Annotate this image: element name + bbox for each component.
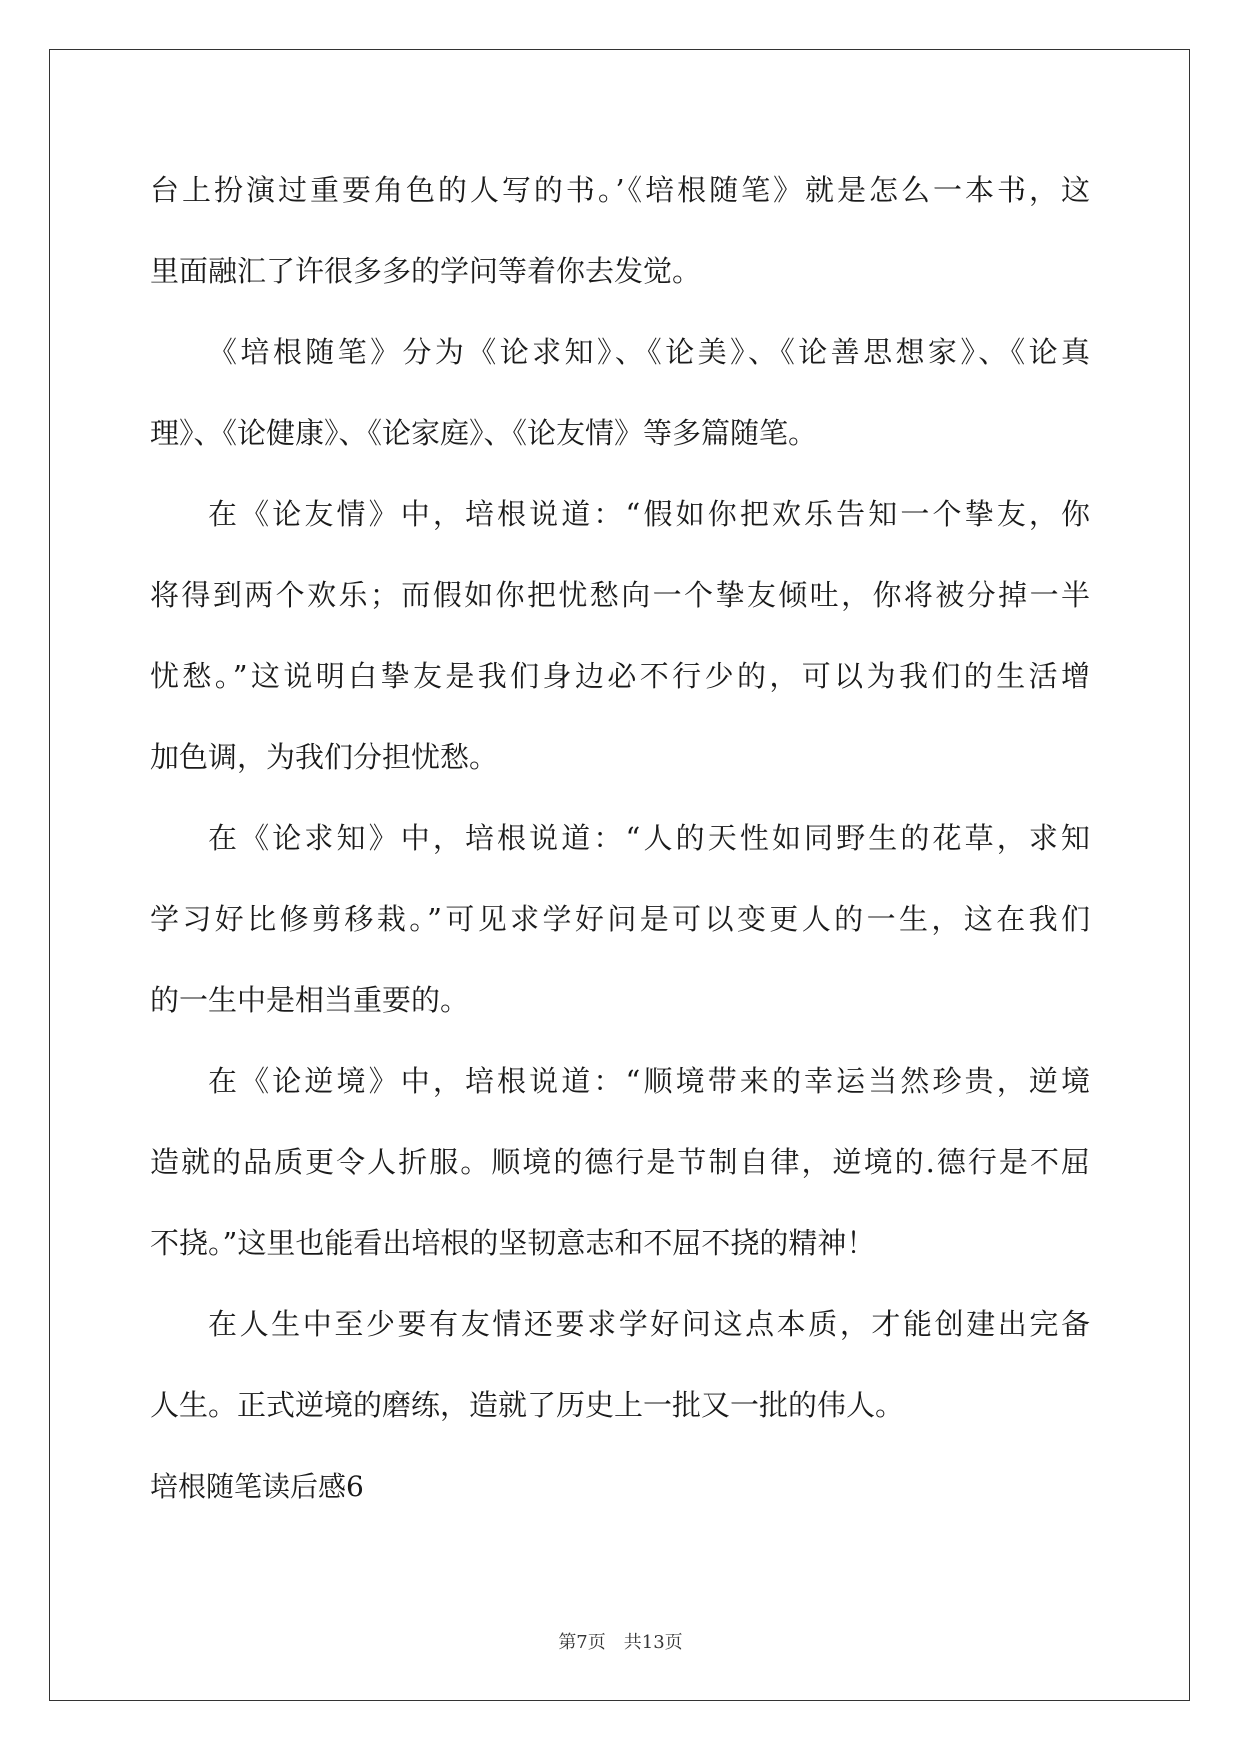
page-footer (0, 1628, 1241, 1654)
text-line: 的一生中是相当重要的。 (150, 983, 470, 1017)
document-body (150, 162, 1090, 1539)
text-line: 学习好比修剪移栽。”可见求学好问是可以变更人的一生，这在我们 (150, 902, 1090, 936)
paragraph-start-line: 在《论友情》中，培根说道：“假如你把欢乐告知一个挚友，你 (208, 497, 1090, 531)
text-line: 台上扮演过重要角色的人写的书。’《培根随笔》就是怎么一本书，这 (150, 173, 1090, 207)
text-line: 理》、《论健康》、《论家庭》、《论友情》等多篇随笔。 (150, 416, 818, 450)
page-total: 共13页 (623, 1632, 683, 1653)
text-line: 造就的品质更令人折服。顺境的德行是节制自律，逆境的.德行是不屈 (150, 1145, 1090, 1179)
section-heading: 培根随笔读后感6 (150, 1470, 364, 1503)
text-line: 里面融汇了许很多多的学问等着你去发觉。 (150, 254, 702, 288)
page-number: 第7页 (558, 1632, 606, 1653)
paragraph-start-line: 在《论求知》中，培根说道：“人的天性如同野生的花草，求知 (208, 821, 1090, 855)
text-line: 将得到两个欢乐；而假如你把忧愁向一个挚友倾吐，你将被分掉一半 (150, 578, 1090, 612)
text-line: 忧愁。”这说明白挚友是我们身边必不行少的，可以为我们的生活增 (150, 659, 1090, 693)
text-line: 加色调，为我们分担忧愁。 (150, 740, 499, 774)
paragraph-start-line: 在人生中至少要有友情还要求学好问这点本质，才能创建出完备 (208, 1307, 1090, 1341)
paragraph-start-line: 《培根随笔》分为《论求知》、《论美》、《论善思想家》、《论真 (208, 335, 1090, 369)
text-line: 不挠。”这里也能看出培根的坚韧意志和不屈不挠的精神！ (150, 1226, 876, 1260)
paragraph-start-line: 在《论逆境》中，培根说道：“顺境带来的幸运当然珍贵，逆境 (208, 1064, 1090, 1098)
text-line: 人生。正式逆境的磨练，造就了历史上一批又一批的伟人。 (150, 1388, 905, 1422)
